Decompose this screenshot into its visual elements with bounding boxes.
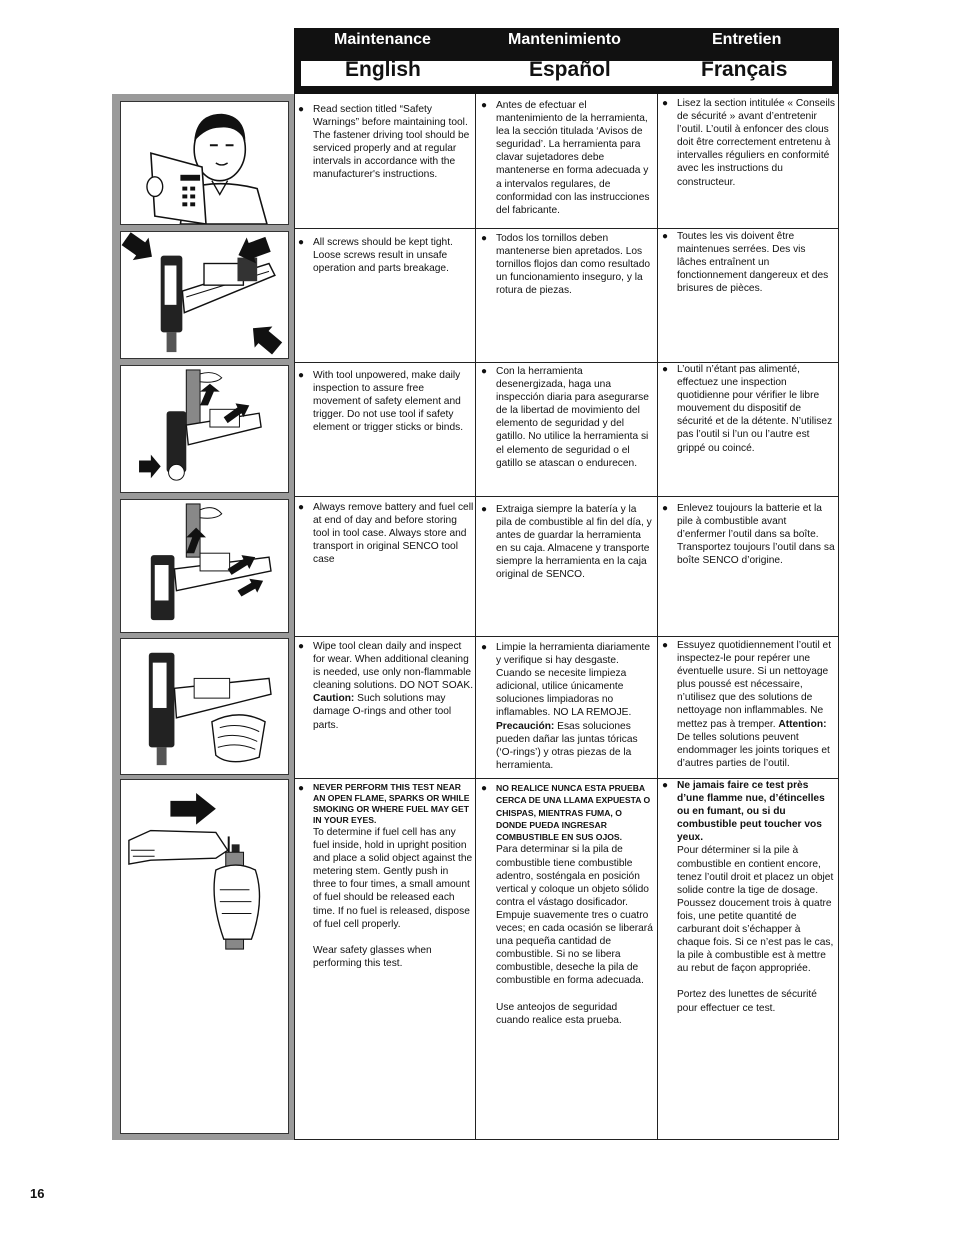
bullet-icon: ●	[481, 642, 488, 653]
row3-es: ● Con la herramienta desenergizada, haga una inspección diaria para asegurarse de la libertad de movimiento del elemento de seguridad y del gatillo. No utilice la herramienta si el elemento de seguridad o el gatillo se atascan o endurecen.	[481, 366, 649, 469]
row4-es: ● Extraiga siempre la batería y la pila de combustible al fin del día, y antes de guardar la herramienta en su caja. Almacene y transporte siempre la herramienta en la caja original de SENCO.	[481, 504, 652, 581]
row2-en: ● All screws should be kept tight. Loose screws result in unsafe operation and parts breakage.	[298, 237, 453, 275]
bullet-icon: ●	[662, 98, 669, 109]
bullet-icon: ●	[298, 641, 305, 652]
bullet-icon: ●	[662, 364, 669, 375]
page-number: 16	[30, 1186, 45, 1201]
illustration-battery	[120, 499, 289, 633]
bullet-icon: ●	[298, 502, 305, 513]
row6-fr: ● Ne jamais faire ce test près d’une flamme nue, d’étincelles ou en fumant, ou si du combustible peut toucher vos yeux. Pour déterminer si la pile à combustible en contient encore, tenez l’outil droit et placez un objet solide contre la tige de dosage. Poussez doucement trois à quatre fois, une petite quantité de carburant doit s’échapper à chaque fois. Si ce n’est pas le cas, la pile à combustible est à mettre au rebut de façon appropriée. Portez des lunettes de sécurité pour effectuer ce test.	[662, 780, 834, 1014]
bullet-icon: ●	[298, 237, 305, 248]
bullet-icon: ●	[298, 104, 305, 115]
row6-es: ● NO REALICE NUNCA ESTA PRUEBA CERCA DE UNA LLAMA EXPUESTA O CHISPAS, MIENTRAS FUMA, O DONDE PUEDA INGRESAR COMBUSTIBLE EN SUS OJOS. Para determinar si la pila de combustible tiene combustible adentro, sosténgala en posición vertical y coloque un objeto sólido contra el vástago dosificador. Empuje suavemente tres o cuatro veces; en cada ocasión se liberará una pequeña cantidad de combustible. Si no se libera combustible, deseche la pila de combustible en forma adecuada. Use anteojos de seguridad cuando realice esta prueba.	[481, 783, 653, 1026]
row1-es: ● Antes de efectuar el mantenimiento de la herramienta, lea la sección titulada ‘Avisos de seguridad’. La herramienta para clavar sujetadores debe mantenerse en forma adecuada y a intervalos regulares, de conformidad con las instrucciones del fabricante.	[481, 100, 650, 216]
row4-en: ● Always remove battery and fuel cell at end of day and before storing tool in tool case. Always store and transport in original SENCO tool case	[298, 502, 474, 566]
bullet-icon: ●	[662, 503, 669, 514]
row2-es: ● Todos los tornillos deben mantenerse bien apretados. Los tornillos flojos dan como resultado un funcionamiento inseguro, y la rotura de piezas.	[481, 233, 651, 297]
illustration-reading-manual	[120, 101, 289, 225]
language-es: Español	[529, 58, 611, 81]
bullet-icon: ●	[662, 780, 669, 791]
section-title-en: Maintenance	[334, 31, 431, 48]
bullet-icon: ●	[662, 231, 669, 242]
nailer-arrows-icon	[121, 232, 288, 358]
illustration-trigger	[120, 365, 289, 493]
fuel-cell-test-icon	[121, 780, 288, 1133]
bullet-icon: ●	[298, 370, 305, 381]
section-title-es: Mantenimiento	[508, 31, 621, 48]
row1-en: ● Read section titled “Safety Warnings” before maintaining tool. The fastener driving tool should be serviced properly and at regular intervals in accordance with the manufacturer's instructions.	[298, 104, 470, 181]
bullet-icon: ●	[481, 504, 488, 515]
row4-fr: ● Enlevez toujours la batterie et la pile à combustible avant d’enfermer l’outil dans sa boîte. Transportez toujours l’outil dans sa boîte SENCO d’origine.	[662, 503, 835, 567]
bullet-icon: ●	[298, 783, 305, 794]
language-bar	[300, 60, 833, 87]
row1-fr: ● Lisez la section intitulée « Conseils de sécurité » avant d’entretenir l’outil. L’outil à enfoncer des clous doit être correctement entretenu à intervalles réguliers en conformité avec les instructions du constructeur.	[662, 98, 835, 188]
trigger-check-icon	[121, 366, 288, 492]
man-reading-icon	[121, 102, 288, 224]
language-fr: Français	[701, 58, 788, 81]
row6-en: ● NEVER PERFORM THIS TEST NEAR AN OPEN FLAME, SPARKS OR WHILE SMOKING OR WHERE FUEL MAY GET IN YOUR EYES. To determine if fuel cell has any fuel inside, hold in upright position and place a solid object against the metering stem. Gently push in three to four times, a small amount of fuel should be released each time. If no fuel is released, dispose of fuel cell properly. Wear safety glasses when performing this test.	[298, 782, 473, 969]
row2-fr: ● Toutes les vis doivent être maintenues serrées. Des vis lâches entraînent un fonctionnement dangereux et des brisures de pièces.	[662, 231, 829, 295]
row3-fr: ● L’outil n’étant pas alimenté, effectuez une inspection quotidienne pour vérifier le libre mouvement du dispositif de sécurité et de la détente. N’utilisez pas l’outil si l’un ou l’autre est grippé ou coincé.	[662, 364, 833, 454]
row5-es: ● Limpie la herramienta diariamente y verifique si hay desgaste. Cuando se necesite limpieza adicional, utilice únicamente soluciones limpiadoras no inflamables. NO LA REMOJE. Precaución: Esas soluciones pueden dañar las juntas tóricas (‘O-rings’) y otras piezas de la herramienta.	[481, 642, 651, 771]
row5-en: ● Wipe tool clean daily and inspect for wear. When additional cleaning is needed, use only non-flammable cleaning solutions. DO NOT SOAK. Caution: Such solutions may damage O-rings and other tool parts.	[298, 641, 474, 731]
illustration-screws	[120, 231, 289, 359]
cleaning-cloth-icon	[121, 639, 288, 774]
illustration-fuel-test	[120, 779, 289, 1134]
remove-battery-icon	[121, 500, 288, 632]
bullet-icon: ●	[662, 640, 669, 651]
bullet-icon: ●	[481, 783, 488, 794]
row5-fr: ● Essuyez quotidiennement l’outil et inspectez-le pour repérer une éventuelle usure. Si un nettoyage plus poussé est nécessaire, n’utilisez que des solutions de nettoyage non inflammables. Ne mettez pas à tremper. Attention: De telles solutions peuvent endommager les joints toriques et d’autres parties de l’outil.	[662, 640, 832, 769]
bullet-icon: ●	[481, 233, 488, 244]
language-en: English	[345, 58, 421, 81]
bullet-icon: ●	[481, 100, 488, 111]
illustration-wipe	[120, 638, 289, 775]
row3-en: ● With tool unpowered, make daily inspection to assure free movement of safety element and trigger. Do not use tool if safety element or trigger sticks or binds.	[298, 370, 464, 434]
section-title-fr: Entretien	[712, 31, 782, 48]
section-header	[294, 28, 839, 94]
bullet-icon: ●	[481, 366, 488, 377]
